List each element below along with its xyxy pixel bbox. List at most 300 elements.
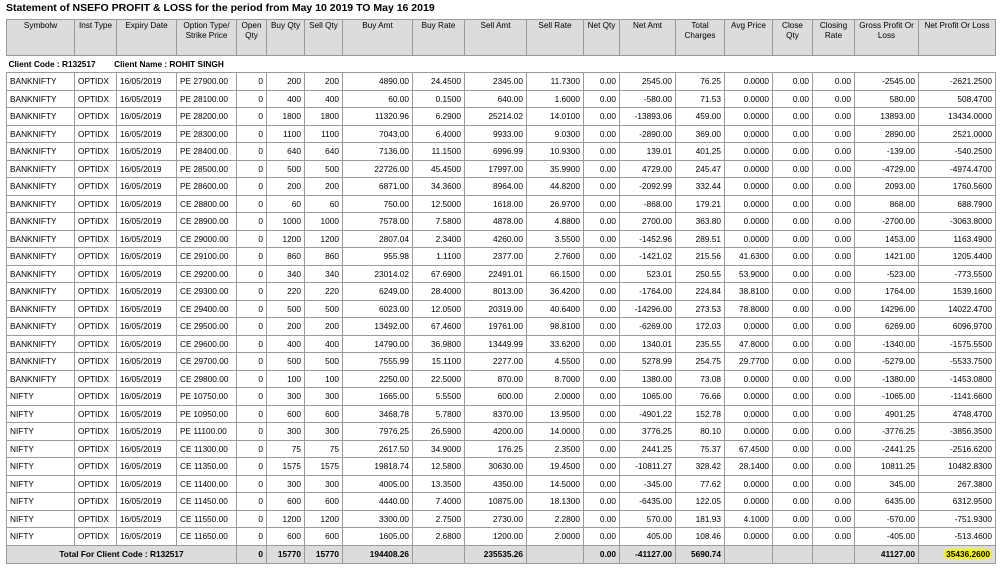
table-cell: 16/05/2019 — [117, 475, 177, 493]
table-cell: 75.37 — [676, 440, 725, 458]
table-cell: 6435.00 — [855, 493, 919, 511]
table-cell: -1065.00 — [855, 388, 919, 406]
table-cell: 0.00 — [773, 440, 813, 458]
table-cell: 0.00 — [813, 265, 855, 283]
table-cell: OPTIDX — [75, 440, 117, 458]
table-cell: -773.5500 — [919, 265, 996, 283]
table-cell: 0.00 — [773, 493, 813, 511]
table-cell: 1575 — [267, 458, 305, 476]
table-cell: 1200 — [267, 230, 305, 248]
table-cell: 2890.00 — [855, 125, 919, 143]
table-cell: NIFTY — [7, 475, 75, 493]
total-avg-price — [725, 545, 773, 563]
table-cell: PE 10950.00 — [177, 405, 237, 423]
table-cell: -570.00 — [855, 510, 919, 528]
table-cell: 0.00 — [813, 143, 855, 161]
table-cell: 16/05/2019 — [117, 353, 177, 371]
table-row — [7, 353, 996, 371]
table-cell: 0 — [237, 528, 267, 546]
table-cell: CE 29800.00 — [177, 370, 237, 388]
table-cell: OPTIDX — [75, 178, 117, 196]
table-cell: 15.1100 — [413, 353, 465, 371]
table-cell: 13449.99 — [465, 335, 527, 353]
table-cell: 13.3500 — [413, 475, 465, 493]
table-cell: 955.98 — [343, 248, 413, 266]
table-cell: 0 — [237, 458, 267, 476]
table-cell: 0 — [237, 73, 267, 91]
table-cell: OPTIDX — [75, 90, 117, 108]
header-cell: Sell Qty — [305, 20, 343, 56]
table-cell: 0.00 — [813, 213, 855, 231]
table-cell: 0.00 — [584, 475, 620, 493]
table-cell: 0.00 — [773, 353, 813, 371]
table-cell: 16/05/2019 — [117, 265, 177, 283]
table-cell: 1200 — [305, 510, 343, 528]
table-cell: 4729.00 — [620, 160, 676, 178]
total-buy-qty: 15770 — [267, 545, 305, 563]
table-cell: 24.4500 — [413, 73, 465, 91]
table-cell: 13.9500 — [527, 405, 584, 423]
table-cell: 0 — [237, 265, 267, 283]
table-row — [7, 458, 996, 476]
table-cell: CE 11650.00 — [177, 528, 237, 546]
table-row — [7, 510, 996, 528]
table-cell: CE 11350.00 — [177, 458, 237, 476]
table-cell: 1421.00 — [855, 248, 919, 266]
table-cell: 369.00 — [676, 125, 725, 143]
table-cell: 11.7300 — [527, 73, 584, 91]
table-cell: 0.00 — [813, 248, 855, 266]
table-cell: 1539.1600 — [919, 283, 996, 301]
table-cell: 0 — [237, 178, 267, 196]
total-charges: 5690.74 — [676, 545, 725, 563]
table-cell: 0.00 — [813, 475, 855, 493]
table-cell: 0.00 — [813, 300, 855, 318]
table-cell: 0.00 — [813, 318, 855, 336]
table-cell: 750.00 — [343, 195, 413, 213]
table-cell: -3063.8000 — [919, 213, 996, 231]
table-cell: 53.9000 — [725, 265, 773, 283]
table-cell: 400 — [267, 335, 305, 353]
table-cell: 0.0000 — [725, 143, 773, 161]
table-cell: 1200.00 — [465, 528, 527, 546]
table-cell: 6312.9500 — [919, 493, 996, 511]
table-cell: 1000 — [305, 213, 343, 231]
table-cell: 254.75 — [676, 353, 725, 371]
table-cell: 2617.50 — [343, 440, 413, 458]
table-cell: NIFTY — [7, 405, 75, 423]
table-row — [7, 160, 996, 178]
table-cell: CE 29400.00 — [177, 300, 237, 318]
table-cell: 235.55 — [676, 335, 725, 353]
table-cell: 11.1500 — [413, 143, 465, 161]
table-cell: 4748.4700 — [919, 405, 996, 423]
table-cell: 0.00 — [584, 353, 620, 371]
table-cell: 16/05/2019 — [117, 528, 177, 546]
table-cell: 4440.00 — [343, 493, 413, 511]
table-cell: 0.00 — [773, 108, 813, 126]
table-row — [7, 178, 996, 196]
table-cell: 0.00 — [584, 510, 620, 528]
table-cell: 0.0000 — [725, 108, 773, 126]
total-net-profit: 35436.2600 — [946, 549, 990, 559]
table-cell: 13893.00 — [855, 108, 919, 126]
table-cell: 19.4500 — [527, 458, 584, 476]
table-cell: 870.00 — [465, 370, 527, 388]
table-cell: 16/05/2019 — [117, 248, 177, 266]
table-cell: 0.00 — [773, 125, 813, 143]
table-cell: 11320.96 — [343, 108, 413, 126]
table-row — [7, 90, 996, 108]
table-cell: 0.00 — [813, 528, 855, 546]
table-cell: -2700.00 — [855, 213, 919, 231]
header-cell: Close Qty — [773, 20, 813, 56]
total-sell-rate — [527, 545, 584, 563]
table-cell: 600 — [267, 493, 305, 511]
table-cell: 0.00 — [813, 493, 855, 511]
table-cell: 16/05/2019 — [117, 493, 177, 511]
table-cell: 6096.9700 — [919, 318, 996, 336]
table-cell: 0.00 — [773, 230, 813, 248]
table-cell: 8.7000 — [527, 370, 584, 388]
table-cell: 10875.00 — [465, 493, 527, 511]
table-cell: 0.00 — [813, 510, 855, 528]
table-cell: 0.00 — [773, 73, 813, 91]
header-cell: Buy Rate — [413, 20, 465, 56]
table-cell: CE 11300.00 — [177, 440, 237, 458]
table-cell: BANKNIFTY — [7, 335, 75, 353]
table-cell: NIFTY — [7, 528, 75, 546]
table-cell: 16/05/2019 — [117, 230, 177, 248]
table-cell: -1340.00 — [855, 335, 919, 353]
header-cell: Open Qty — [237, 20, 267, 56]
table-cell: 340 — [267, 265, 305, 283]
table-cell: PE 28600.00 — [177, 178, 237, 196]
table-cell: 8370.00 — [465, 405, 527, 423]
table-cell: 4901.25 — [855, 405, 919, 423]
table-cell: 108.46 — [676, 528, 725, 546]
total-row — [7, 545, 996, 563]
table-cell: 16/05/2019 — [117, 108, 177, 126]
table-cell: 500 — [305, 160, 343, 178]
table-cell: 0 — [237, 195, 267, 213]
table-cell: 0.00 — [773, 458, 813, 476]
table-cell: 76.25 — [676, 73, 725, 91]
table-cell: -1575.5500 — [919, 335, 996, 353]
table-cell: BANKNIFTY — [7, 178, 75, 196]
table-cell: OPTIDX — [75, 143, 117, 161]
table-cell: BANKNIFTY — [7, 213, 75, 231]
table-cell: 179.21 — [676, 195, 725, 213]
header-cell: Expiry Date — [117, 20, 177, 56]
table-cell: 75 — [267, 440, 305, 458]
table-cell: 16/05/2019 — [117, 318, 177, 336]
table-cell: NIFTY — [7, 388, 75, 406]
client-row — [7, 56, 996, 73]
table-cell: 328.42 — [676, 458, 725, 476]
table-cell: PE 28500.00 — [177, 160, 237, 178]
table-cell: 14.0000 — [527, 423, 584, 441]
table-row — [7, 440, 996, 458]
table-cell: 0.00 — [773, 90, 813, 108]
table-cell: OPTIDX — [75, 335, 117, 353]
table-cell: OPTIDX — [75, 125, 117, 143]
table-cell: 500 — [267, 353, 305, 371]
table-row — [7, 248, 996, 266]
table-cell: 200 — [267, 178, 305, 196]
table-cell: 36.4200 — [527, 283, 584, 301]
table-cell: OPTIDX — [75, 195, 117, 213]
table-cell: OPTIDX — [75, 353, 117, 371]
table-row — [7, 108, 996, 126]
table-cell: NIFTY — [7, 510, 75, 528]
client-name: Client Name : ROHIT SINGH — [114, 59, 224, 69]
table-cell: BANKNIFTY — [7, 265, 75, 283]
table-cell: OPTIDX — [75, 213, 117, 231]
table-cell: 6871.00 — [343, 178, 413, 196]
pnl-table — [6, 19, 996, 564]
table-cell: 0.00 — [584, 388, 620, 406]
table-cell: OPTIDX — [75, 388, 117, 406]
table-cell: BANKNIFTY — [7, 230, 75, 248]
table-cell: 60 — [305, 195, 343, 213]
table-cell: OPTIDX — [75, 370, 117, 388]
table-cell: 34.3600 — [413, 178, 465, 196]
table-cell: 600.00 — [465, 388, 527, 406]
table-cell: 14296.00 — [855, 300, 919, 318]
table-cell: PE 28400.00 — [177, 143, 237, 161]
table-cell: 4878.00 — [465, 213, 527, 231]
table-cell: -1380.00 — [855, 370, 919, 388]
table-cell: 0.00 — [813, 283, 855, 301]
table-cell: 12.5800 — [413, 458, 465, 476]
table-cell: PE 10750.00 — [177, 388, 237, 406]
table-cell: 0.00 — [813, 335, 855, 353]
table-cell: 0.0000 — [725, 195, 773, 213]
table-cell: 500 — [267, 300, 305, 318]
table-cell: 0.00 — [584, 160, 620, 178]
table-row — [7, 125, 996, 143]
table-cell: 400 — [305, 90, 343, 108]
table-cell: 19818.74 — [343, 458, 413, 476]
table-cell: 0.00 — [813, 423, 855, 441]
table-cell: 28.4000 — [413, 283, 465, 301]
table-cell: 0 — [237, 300, 267, 318]
table-cell: 688.7900 — [919, 195, 996, 213]
table-cell: OPTIDX — [75, 265, 117, 283]
table-cell: -6435.00 — [620, 493, 676, 511]
table-cell: 5.7800 — [413, 405, 465, 423]
table-cell: 2377.00 — [465, 248, 527, 266]
table-cell: 0.00 — [773, 528, 813, 546]
table-cell: 1200 — [305, 230, 343, 248]
table-cell: 67.4500 — [725, 440, 773, 458]
table-cell: PE 28200.00 — [177, 108, 237, 126]
table-cell: 220 — [305, 283, 343, 301]
total-label: Total For Client Code : R132517 — [7, 545, 237, 563]
table-cell: 2.3400 — [413, 230, 465, 248]
table-cell: 459.00 — [676, 108, 725, 126]
table-cell: 0 — [237, 423, 267, 441]
table-cell: 23014.02 — [343, 265, 413, 283]
total-close-qty — [773, 545, 813, 563]
table-cell: 0.00 — [813, 370, 855, 388]
table-cell: 600 — [267, 528, 305, 546]
table-cell: 16/05/2019 — [117, 405, 177, 423]
table-cell: 0 — [237, 108, 267, 126]
table-cell: 2700.00 — [620, 213, 676, 231]
table-cell: -3776.25 — [855, 423, 919, 441]
table-cell: -4974.4700 — [919, 160, 996, 178]
table-cell: OPTIDX — [75, 475, 117, 493]
table-cell: 14.5000 — [527, 475, 584, 493]
table-cell: 0.00 — [584, 73, 620, 91]
table-cell: 0 — [237, 510, 267, 528]
table-cell: 13492.00 — [343, 318, 413, 336]
client-code: Client Code : R132517 — [8, 59, 96, 69]
table-cell: 0 — [237, 230, 267, 248]
table-cell: 16/05/2019 — [117, 423, 177, 441]
table-cell: 0.00 — [584, 108, 620, 126]
table-cell: 200 — [305, 318, 343, 336]
header-cell: Net Profit Or Loss — [919, 20, 996, 56]
header-cell: Sell Rate — [527, 20, 584, 56]
table-cell: 523.01 — [620, 265, 676, 283]
table-cell: CE 29200.00 — [177, 265, 237, 283]
table-cell: 7136.00 — [343, 143, 413, 161]
table-cell: 38.8100 — [725, 283, 773, 301]
table-row — [7, 230, 996, 248]
table-cell: 7.5800 — [413, 213, 465, 231]
table-cell: 10.9300 — [527, 143, 584, 161]
table-cell: 0.00 — [773, 423, 813, 441]
table-row — [7, 475, 996, 493]
table-cell: 0 — [237, 318, 267, 336]
table-cell: 0 — [237, 388, 267, 406]
table-cell: 0 — [237, 370, 267, 388]
table-cell: -10811.27 — [620, 458, 676, 476]
header-cell: Avg Price — [725, 20, 773, 56]
table-cell: 0.0000 — [725, 318, 773, 336]
table-cell: 600 — [305, 405, 343, 423]
header-cell: Net Amt — [620, 20, 676, 56]
table-cell: NIFTY — [7, 458, 75, 476]
table-cell: 7043.00 — [343, 125, 413, 143]
table-cell: 1380.00 — [620, 370, 676, 388]
table-cell: 1.6000 — [527, 90, 584, 108]
table-cell: NIFTY — [7, 493, 75, 511]
table-cell: NIFTY — [7, 423, 75, 441]
table-cell: 1800 — [267, 108, 305, 126]
table-cell: 1000 — [267, 213, 305, 231]
table-cell: 36.9800 — [413, 335, 465, 353]
table-cell: 9933.00 — [465, 125, 527, 143]
table-cell: 0 — [237, 90, 267, 108]
table-cell: 0.00 — [584, 178, 620, 196]
table-row — [7, 335, 996, 353]
table-cell: 16/05/2019 — [117, 370, 177, 388]
table-cell: 33.6200 — [527, 335, 584, 353]
table-cell: BANKNIFTY — [7, 283, 75, 301]
table-cell: 0.00 — [773, 248, 813, 266]
table-cell: 181.93 — [676, 510, 725, 528]
header-cell: Option Type/ Strike Price — [177, 20, 237, 56]
table-cell: 16/05/2019 — [117, 458, 177, 476]
table-cell: 224.84 — [676, 283, 725, 301]
table-cell: 18.1300 — [527, 493, 584, 511]
table-cell: 0.00 — [773, 283, 813, 301]
table-cell: OPTIDX — [75, 405, 117, 423]
table-cell: 405.00 — [620, 528, 676, 546]
table-cell: CE 29100.00 — [177, 248, 237, 266]
table-cell: NIFTY — [7, 440, 75, 458]
table-cell: -1452.96 — [620, 230, 676, 248]
table-cell: 0.0000 — [725, 213, 773, 231]
table-cell: 22491.01 — [465, 265, 527, 283]
total-gross: 41127.00 — [855, 545, 919, 563]
table-cell: 67.6900 — [413, 265, 465, 283]
table-cell: 4200.00 — [465, 423, 527, 441]
table-cell: 1453.00 — [855, 230, 919, 248]
table-cell: OPTIDX — [75, 160, 117, 178]
table-row — [7, 405, 996, 423]
table-cell: -4901.22 — [620, 405, 676, 423]
table-cell: CE 29000.00 — [177, 230, 237, 248]
table-cell: 0.0000 — [725, 423, 773, 441]
table-cell: 139.01 — [620, 143, 676, 161]
table-cell: 26.9700 — [527, 195, 584, 213]
table-cell: 1605.00 — [343, 528, 413, 546]
table-cell: -868.00 — [620, 195, 676, 213]
table-cell: OPTIDX — [75, 283, 117, 301]
table-cell: -523.00 — [855, 265, 919, 283]
table-cell: 16/05/2019 — [117, 335, 177, 353]
table-cell: -2441.25 — [855, 440, 919, 458]
table-cell: BANKNIFTY — [7, 108, 75, 126]
table-cell: 7555.99 — [343, 353, 413, 371]
table-cell: 26.5900 — [413, 423, 465, 441]
table-cell: 6023.00 — [343, 300, 413, 318]
table-cell: BANKNIFTY — [7, 90, 75, 108]
table-row — [7, 143, 996, 161]
table-cell: 80.10 — [676, 423, 725, 441]
table-cell: 19761.00 — [465, 318, 527, 336]
table-cell: 66.1500 — [527, 265, 584, 283]
table-cell: -1453.0800 — [919, 370, 996, 388]
table-cell: 0.0000 — [725, 528, 773, 546]
table-cell: 0.00 — [773, 335, 813, 353]
table-cell: OPTIDX — [75, 300, 117, 318]
table-cell: 300 — [267, 475, 305, 493]
table-cell: 640 — [267, 143, 305, 161]
table-cell: -751.9300 — [919, 510, 996, 528]
table-cell: -1421.02 — [620, 248, 676, 266]
table-cell: 2807.04 — [343, 230, 413, 248]
table-cell: 300 — [267, 423, 305, 441]
table-cell: 220 — [267, 283, 305, 301]
table-cell: 2.3500 — [527, 440, 584, 458]
table-cell: BANKNIFTY — [7, 370, 75, 388]
table-cell: 3300.00 — [343, 510, 413, 528]
table-cell: 1764.00 — [855, 283, 919, 301]
table-cell: 176.25 — [465, 440, 527, 458]
table-cell: -540.2500 — [919, 143, 996, 161]
table-cell: 1340.01 — [620, 335, 676, 353]
table-cell: CE 28800.00 — [177, 195, 237, 213]
table-cell: OPTIDX — [75, 423, 117, 441]
table-cell: OPTIDX — [75, 510, 117, 528]
table-cell: 868.00 — [855, 195, 919, 213]
